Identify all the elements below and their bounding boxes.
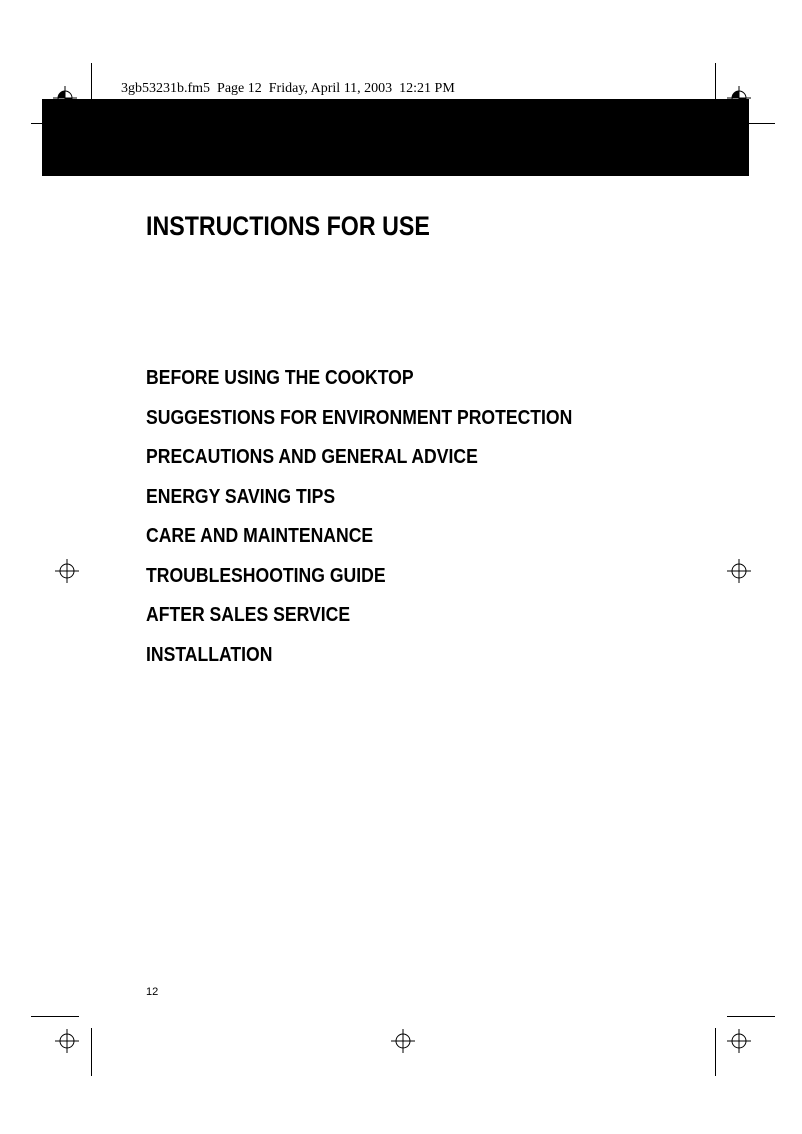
table-of-contents bbox=[146, 364, 630, 680]
crop-mark-line bbox=[727, 1016, 775, 1017]
crop-mark-line bbox=[91, 63, 92, 103]
file-header: 3gb53231b.fm5 Page 12 Friday, April 11, 2003 12:21 PM bbox=[121, 81, 455, 96]
crop-mark-line bbox=[31, 1016, 79, 1017]
crop-mark-line bbox=[727, 123, 775, 124]
page-number: 12 bbox=[146, 986, 159, 998]
toc-item-energy-saving[interactable]: ENERGY SAVING TIPS bbox=[146, 485, 336, 508]
crop-mark-line bbox=[715, 1028, 716, 1076]
crop-mark-line bbox=[91, 1028, 92, 1076]
toc-item-troubleshooting[interactable]: TROUBLESHOOTING GUIDE bbox=[146, 564, 386, 587]
toc-item-after-sales[interactable]: AFTER SALES SERVICE bbox=[146, 604, 351, 626]
registration-mark-icon bbox=[727, 1029, 751, 1053]
header-bar bbox=[42, 99, 749, 176]
registration-mark-icon bbox=[391, 1029, 415, 1053]
toc-item-installation[interactable]: INSTALLATION bbox=[146, 643, 273, 666]
registration-mark-icon bbox=[55, 1029, 79, 1053]
registration-mark-icon bbox=[727, 86, 751, 110]
crop-mark-line bbox=[715, 63, 716, 103]
page-title: INSTRUCTIONS FOR USE bbox=[146, 211, 430, 241]
toc-item-precautions[interactable]: PRECAUTIONS AND GENERAL ADVICE bbox=[146, 446, 478, 468]
registration-mark-icon bbox=[55, 559, 79, 583]
toc-item-before-using[interactable]: BEFORE USING THE COOKTOP bbox=[146, 367, 414, 389]
registration-mark-icon bbox=[53, 86, 77, 110]
registration-mark-icon bbox=[727, 559, 751, 583]
toc-item-care-maintenance[interactable]: CARE AND MAINTENANCE bbox=[146, 525, 374, 547]
crop-mark-line bbox=[31, 123, 79, 124]
toc-item-environment-protection[interactable]: SUGGESTIONS FOR ENVIRONMENT PROTECTION bbox=[146, 406, 573, 429]
